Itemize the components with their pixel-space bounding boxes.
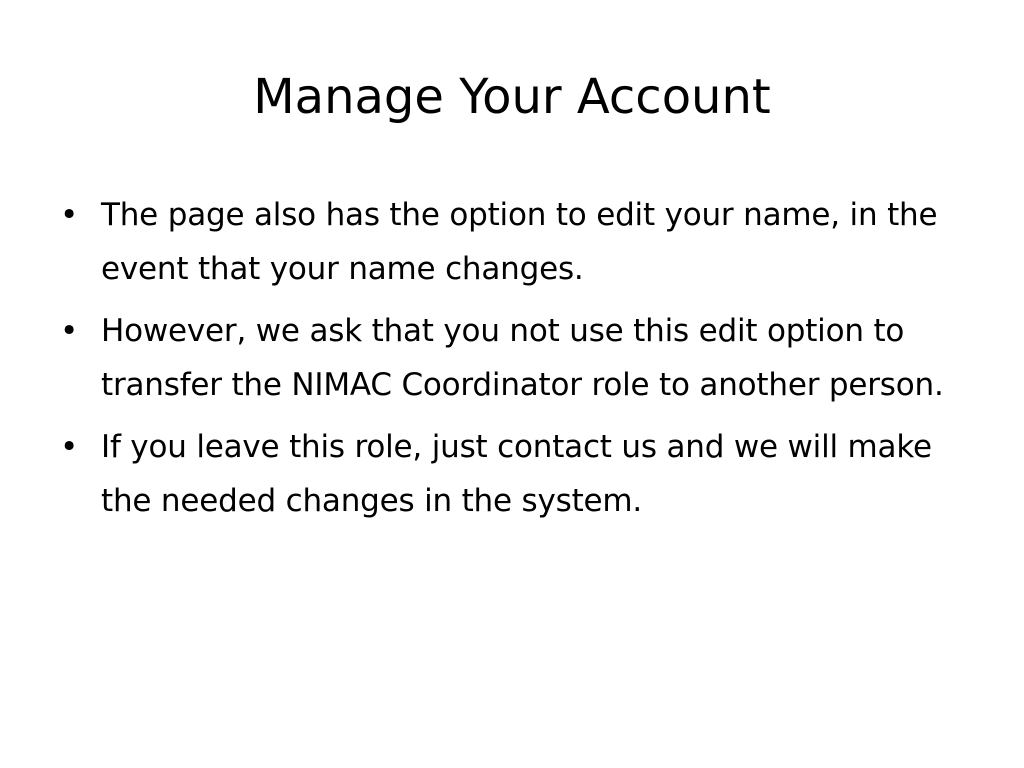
bullet-item-no-transfer — [60, 304, 980, 412]
bullet-item-edit-name — [60, 188, 980, 296]
bullet-text: The page also has the option to edit your name, in the event that your name changes. — [101, 197, 938, 287]
bullet-dot-icon: • — [60, 429, 79, 465]
bullet-list — [60, 188, 980, 536]
slide-title: Manage Your Account — [253, 69, 771, 125]
bullet-dot-icon: • — [60, 197, 79, 233]
bullet-item-contact-us — [60, 420, 980, 528]
bullet-text: If you leave this role, just contact us and we will make the needed changes in the system. — [101, 429, 932, 519]
bullet-dot-icon: • — [60, 313, 79, 349]
bullet-text: However, we ask that you not use this edit option to transfer the NIMAC Coordinator role to another person. — [101, 313, 944, 403]
